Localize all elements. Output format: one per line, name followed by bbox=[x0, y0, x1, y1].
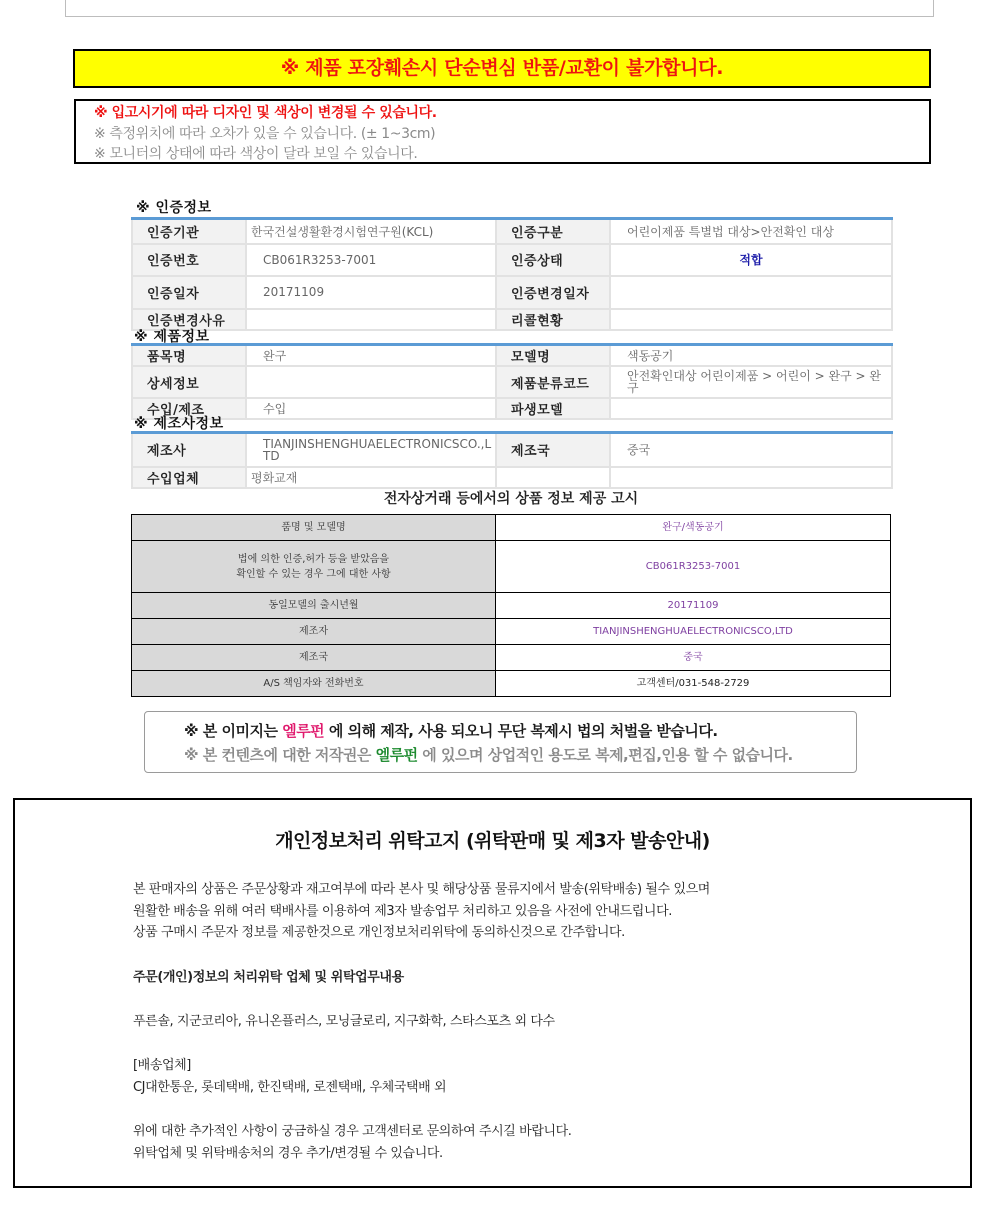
certification-matter-value: CB061R3253-7001 bbox=[496, 541, 891, 593]
product-category-value: 안전확인대상 어린이제품 > 어린이 > 완구 > 완구 bbox=[610, 366, 892, 398]
product-notice-box bbox=[74, 99, 931, 164]
country-label: 제조국 bbox=[132, 645, 496, 671]
table-row bbox=[132, 345, 892, 367]
copyright-text: ※ 본 컨텐츠에 대한 저작권은 bbox=[184, 746, 376, 764]
maker-value: TIANJINSHENGHUAELECTRONICSCO,LTD bbox=[496, 619, 891, 645]
model-name-value: 색동공기 bbox=[610, 345, 892, 367]
consignee-list: 푸른솔, 지군코리아, 유니온플러스, 모닝글로리, 지구화학, 스타스포츠 외 다수 bbox=[133, 1014, 555, 1029]
manufacturer-label: 제조사 bbox=[132, 433, 246, 467]
product-model-value: 완구/색동공기 bbox=[496, 515, 891, 541]
table-row bbox=[132, 398, 892, 419]
notice-monitor-color: ※ 모니터의 상태에 따라 색상이 달라 보일 수 있습니다. bbox=[94, 146, 418, 162]
recall-status-label: 리콜현황 bbox=[496, 309, 610, 330]
cert-date-label: 인증일자 bbox=[132, 276, 246, 309]
as-contact-label: A/S 책임자와 전화번호 bbox=[132, 671, 496, 697]
import-manufacture-value: 수입 bbox=[246, 398, 496, 419]
as-contact-value: 고객센터/031-548-2729 bbox=[496, 671, 891, 697]
copyright-text: 에 있으며 상업적인 용도로 복제,편집,인용 할 수 없습니다. bbox=[417, 746, 793, 764]
cert-type-label: 인증구분 bbox=[496, 219, 610, 244]
privacy-intro-line: 본 판매자의 상품은 주문상황과 재고여부에 따라 본사 및 해당상품 물류지에서 발송(위탁배송) 될수 있으며 bbox=[133, 882, 710, 897]
cert-status-label: 인증상태 bbox=[496, 244, 610, 276]
model-name-label: 모델명 bbox=[496, 345, 610, 367]
product-section-title: ※ 제품정보 bbox=[134, 329, 210, 345]
certification-matter-line2: 확인할 수 있는 경우 그에 대한 사항 bbox=[236, 568, 391, 580]
country-of-origin-value: 중국 bbox=[610, 433, 892, 467]
cert-agency-value: 한국건설생활환경시험연구원(KCL) bbox=[246, 219, 496, 244]
table-row bbox=[132, 244, 892, 276]
cert-status-badge: 적합 bbox=[610, 244, 892, 276]
certification-table bbox=[131, 217, 893, 331]
table-row bbox=[132, 433, 892, 467]
copyright-line-1 bbox=[184, 719, 856, 743]
cert-change-reason-value bbox=[246, 309, 496, 330]
table-row bbox=[132, 645, 891, 671]
derived-model-label: 파생모델 bbox=[496, 398, 610, 419]
table-row bbox=[132, 366, 892, 398]
importer-value: 평화교재 bbox=[246, 467, 496, 488]
notice-design-change: ※ 입고시기에 따라 디자인 및 색상이 변경될 수 있습니다. bbox=[94, 105, 437, 121]
certification-matter-line1: 법에 의한 인증,허가 등을 받았음을 bbox=[237, 553, 390, 565]
release-date-value: 20171109 bbox=[496, 593, 891, 619]
empty-cell bbox=[610, 467, 892, 488]
maker-label: 제조자 bbox=[132, 619, 496, 645]
certification-section-title: ※ 인증정보 bbox=[136, 200, 212, 216]
manufacturer-section-title: ※ 제조사정보 bbox=[134, 416, 224, 432]
copyright-text: 에 의해 제작, 사용 되오니 무단 복제시 법의 처벌을 받습니다. bbox=[324, 722, 718, 740]
copyright-line-2 bbox=[184, 743, 856, 767]
import-manufacture-label: 수입/제조 bbox=[132, 398, 246, 419]
item-name-label: 품목명 bbox=[132, 345, 246, 367]
cert-agency-label: 인증기관 bbox=[132, 219, 246, 244]
privacy-footer-line: 위탁업체 및 위탁배송처의 경우 추가/변경될 수 있습니다. bbox=[133, 1145, 443, 1161]
delivery-section bbox=[133, 1055, 446, 1098]
manufacturer-value: TIANJINSHENGHUAELECTRONICSCO.,LTD bbox=[246, 433, 496, 467]
product-info-table bbox=[131, 343, 893, 420]
product-model-label: 품명 및 모델명 bbox=[132, 515, 496, 541]
privacy-subheading: 주문(개인)정보의 처리위탁 업체 및 위탁업무내용 bbox=[133, 970, 404, 985]
certification-matter-label bbox=[132, 541, 496, 593]
cert-type-value: 어린이제품 특별법 대상>안전확인 대상 bbox=[610, 219, 892, 244]
cert-number-label: 인증번호 bbox=[132, 244, 246, 276]
ecommerce-notice-title: 전자상거래 등에서의 상품 정보 제공 고시 bbox=[383, 491, 639, 507]
table-row bbox=[132, 309, 892, 330]
importer-label: 수입업체 bbox=[132, 467, 246, 488]
privacy-intro-line: 상품 구매시 주문자 정보를 제공한것으로 개인정보처리위탁에 동의하신것으로 간주합니다. bbox=[133, 925, 625, 940]
privacy-notice-title: 개인정보처리 위탁고지 (위탁판매 및 제3자 발송안내) bbox=[275, 830, 710, 852]
privacy-footer-line: 위에 대한 추가적인 사항이 궁금하실 경우 고객센터로 문의하여 주시길 바랍니다. bbox=[133, 1124, 572, 1139]
privacy-intro bbox=[133, 879, 710, 944]
table-row bbox=[132, 276, 892, 309]
privacy-consignment-notice bbox=[13, 798, 972, 1188]
cert-change-reason-label: 인증변경사유 bbox=[132, 309, 246, 330]
cert-change-date-label: 인증변경일자 bbox=[496, 276, 610, 309]
derived-model-value bbox=[610, 398, 892, 419]
release-date-label: 동일모델의 출시년월 bbox=[132, 593, 496, 619]
manufacturer-info-table bbox=[131, 431, 893, 489]
ecommerce-notice-table bbox=[131, 514, 891, 697]
cert-date-value: 20171109 bbox=[246, 276, 496, 309]
country-of-origin-label: 제조국 bbox=[496, 433, 610, 467]
table-row bbox=[132, 219, 892, 244]
notice-measurement: ※ 측정위치에 따라 오차가 있을 수 있습니다. (± 1~3cm) bbox=[94, 125, 436, 142]
return-warning-banner: ※ 제품 포장훼손시 단순변심 반품/교환이 불가합니다. bbox=[73, 49, 931, 88]
product-category-label: 제품분류코드 bbox=[496, 366, 610, 398]
copyright-text: ※ 본 이미지는 bbox=[184, 722, 283, 740]
country-value: 중국 bbox=[496, 645, 891, 671]
detail-info-label: 상세정보 bbox=[132, 366, 246, 398]
brand-name: 엘루펀 bbox=[375, 746, 418, 764]
privacy-footer bbox=[133, 1121, 572, 1164]
table-row bbox=[132, 671, 891, 697]
brand-name: 엘루펀 bbox=[282, 722, 325, 740]
previous-section-box bbox=[65, 0, 934, 17]
cert-number-value: CB061R3253-7001 bbox=[246, 244, 496, 276]
table-row bbox=[132, 467, 892, 488]
delivery-label: [배송업체] bbox=[133, 1058, 191, 1073]
item-name-value: 완구 bbox=[246, 345, 496, 367]
table-row bbox=[132, 541, 891, 593]
table-row bbox=[132, 593, 891, 619]
table-row bbox=[132, 515, 891, 541]
table-row bbox=[132, 619, 891, 645]
copyright-notice-box bbox=[144, 711, 857, 773]
recall-status-value bbox=[610, 309, 892, 330]
delivery-company-list: CJ대한통운, 롯데택배, 한진택배, 로젠택배, 우체국택배 외 bbox=[133, 1079, 447, 1095]
privacy-intro-line: 원활한 배송을 위해 여러 택배사를 이용하여 제3자 발송업무 처리하고 있음을 사전에 안내드립니다. bbox=[133, 903, 672, 919]
detail-info-value bbox=[246, 366, 496, 398]
empty-cell bbox=[496, 467, 610, 488]
cert-change-date-value bbox=[610, 276, 892, 309]
